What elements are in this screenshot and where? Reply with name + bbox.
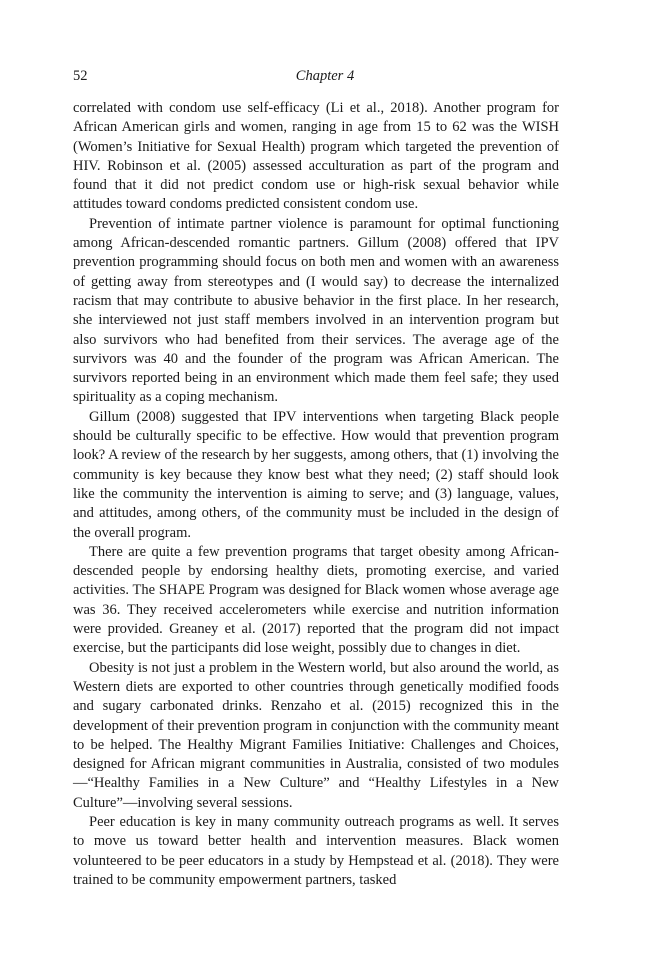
paragraph-obesity-programs: There are quite a few prevention programs that target obesity among African-descended people by endorsing healthy diets, promoting exercise, and varied activities. The SHAPE Program was designed for Black women whose average age was 36. They received accelerometers while exercise and nutrition information were provided. Greaney et al. (2017) reported that the program did not impact exercise, but the participants did lose weight, possibly due to changes in diet. — [73, 543, 559, 657]
body-text — [73, 99, 559, 890]
paragraph-ipv-prevention: Prevention of intimate partner violence is paramount for optimal functioning among African-descended romantic partners. Gillum (2008) offered that IPV prevention programming should focus on both men and women with an awareness of getting away from stereotypes and (I would say) to decrease the internalized racism that may contribute to abusive behavior in the first place. In her research, she interviewed not just staff members involved in an intervention program but also survivors who had benefited from their services. The average age of the survivors was 40 and the founder of the program was African American. The survivors reported being in an environment which made them feel safe; they used spirituality as a coping mechanism. — [73, 215, 559, 406]
running-head: Chapter 4 — [295, 68, 355, 84]
paragraph-obesity-global: Obesity is not just a problem in the Western world, but also around the world, as Western diets are exported to other countries through genetically modified foods and sugary carbonated drinks. Renzaho et al. (2015) recognized this in the development of their prevention program in conjunction with the community meant to be helped. The Healthy Migrant Families Initiative: Challenges and Choices, designed for African migrant communities in Australia, consisted of two modules—“Healthy Families in a New Culture” and “Healthy Lifestyles in a New Culture”—involving several sessions. — [73, 659, 559, 811]
paragraph-ipv-cultural: Gillum (2008) suggested that IPV interventions when targeting Black people should be culturally specific to be effective. How would that prevention program look? A review of the research by her suggests, among others, that (1) involving the community is key because they know best what they need; (2) staff should look like the community the intervention is aiming to serve; and (3) language, values, and attitudes, among others, of the community must be included in the design of the overall program. — [73, 408, 559, 541]
paragraph-continued: correlated with condom use self-efficacy (Li et al., 2018). Another program for African American girls and women, ranging in age from 15 to 62 was the WISH (Women’s Initiative for Sexual Health) program which targeted the prevention of HIV. Robinson et al. (2005) assessed acculturation as part of the program and found that it did not predict condom use or high-risk sexual behavior while attitudes toward condoms predicted consistent condom use. — [73, 100, 559, 213]
page-number: 52 — [73, 68, 88, 84]
paragraph-peer-education: Peer education is key in many community outreach programs as well. It serves to move us toward better health and intervention measures. Black women volunteered to be peer educators in a study by Hempstead et al. (2018). They were trained to be community empowerment partners, tasked — [73, 813, 559, 888]
